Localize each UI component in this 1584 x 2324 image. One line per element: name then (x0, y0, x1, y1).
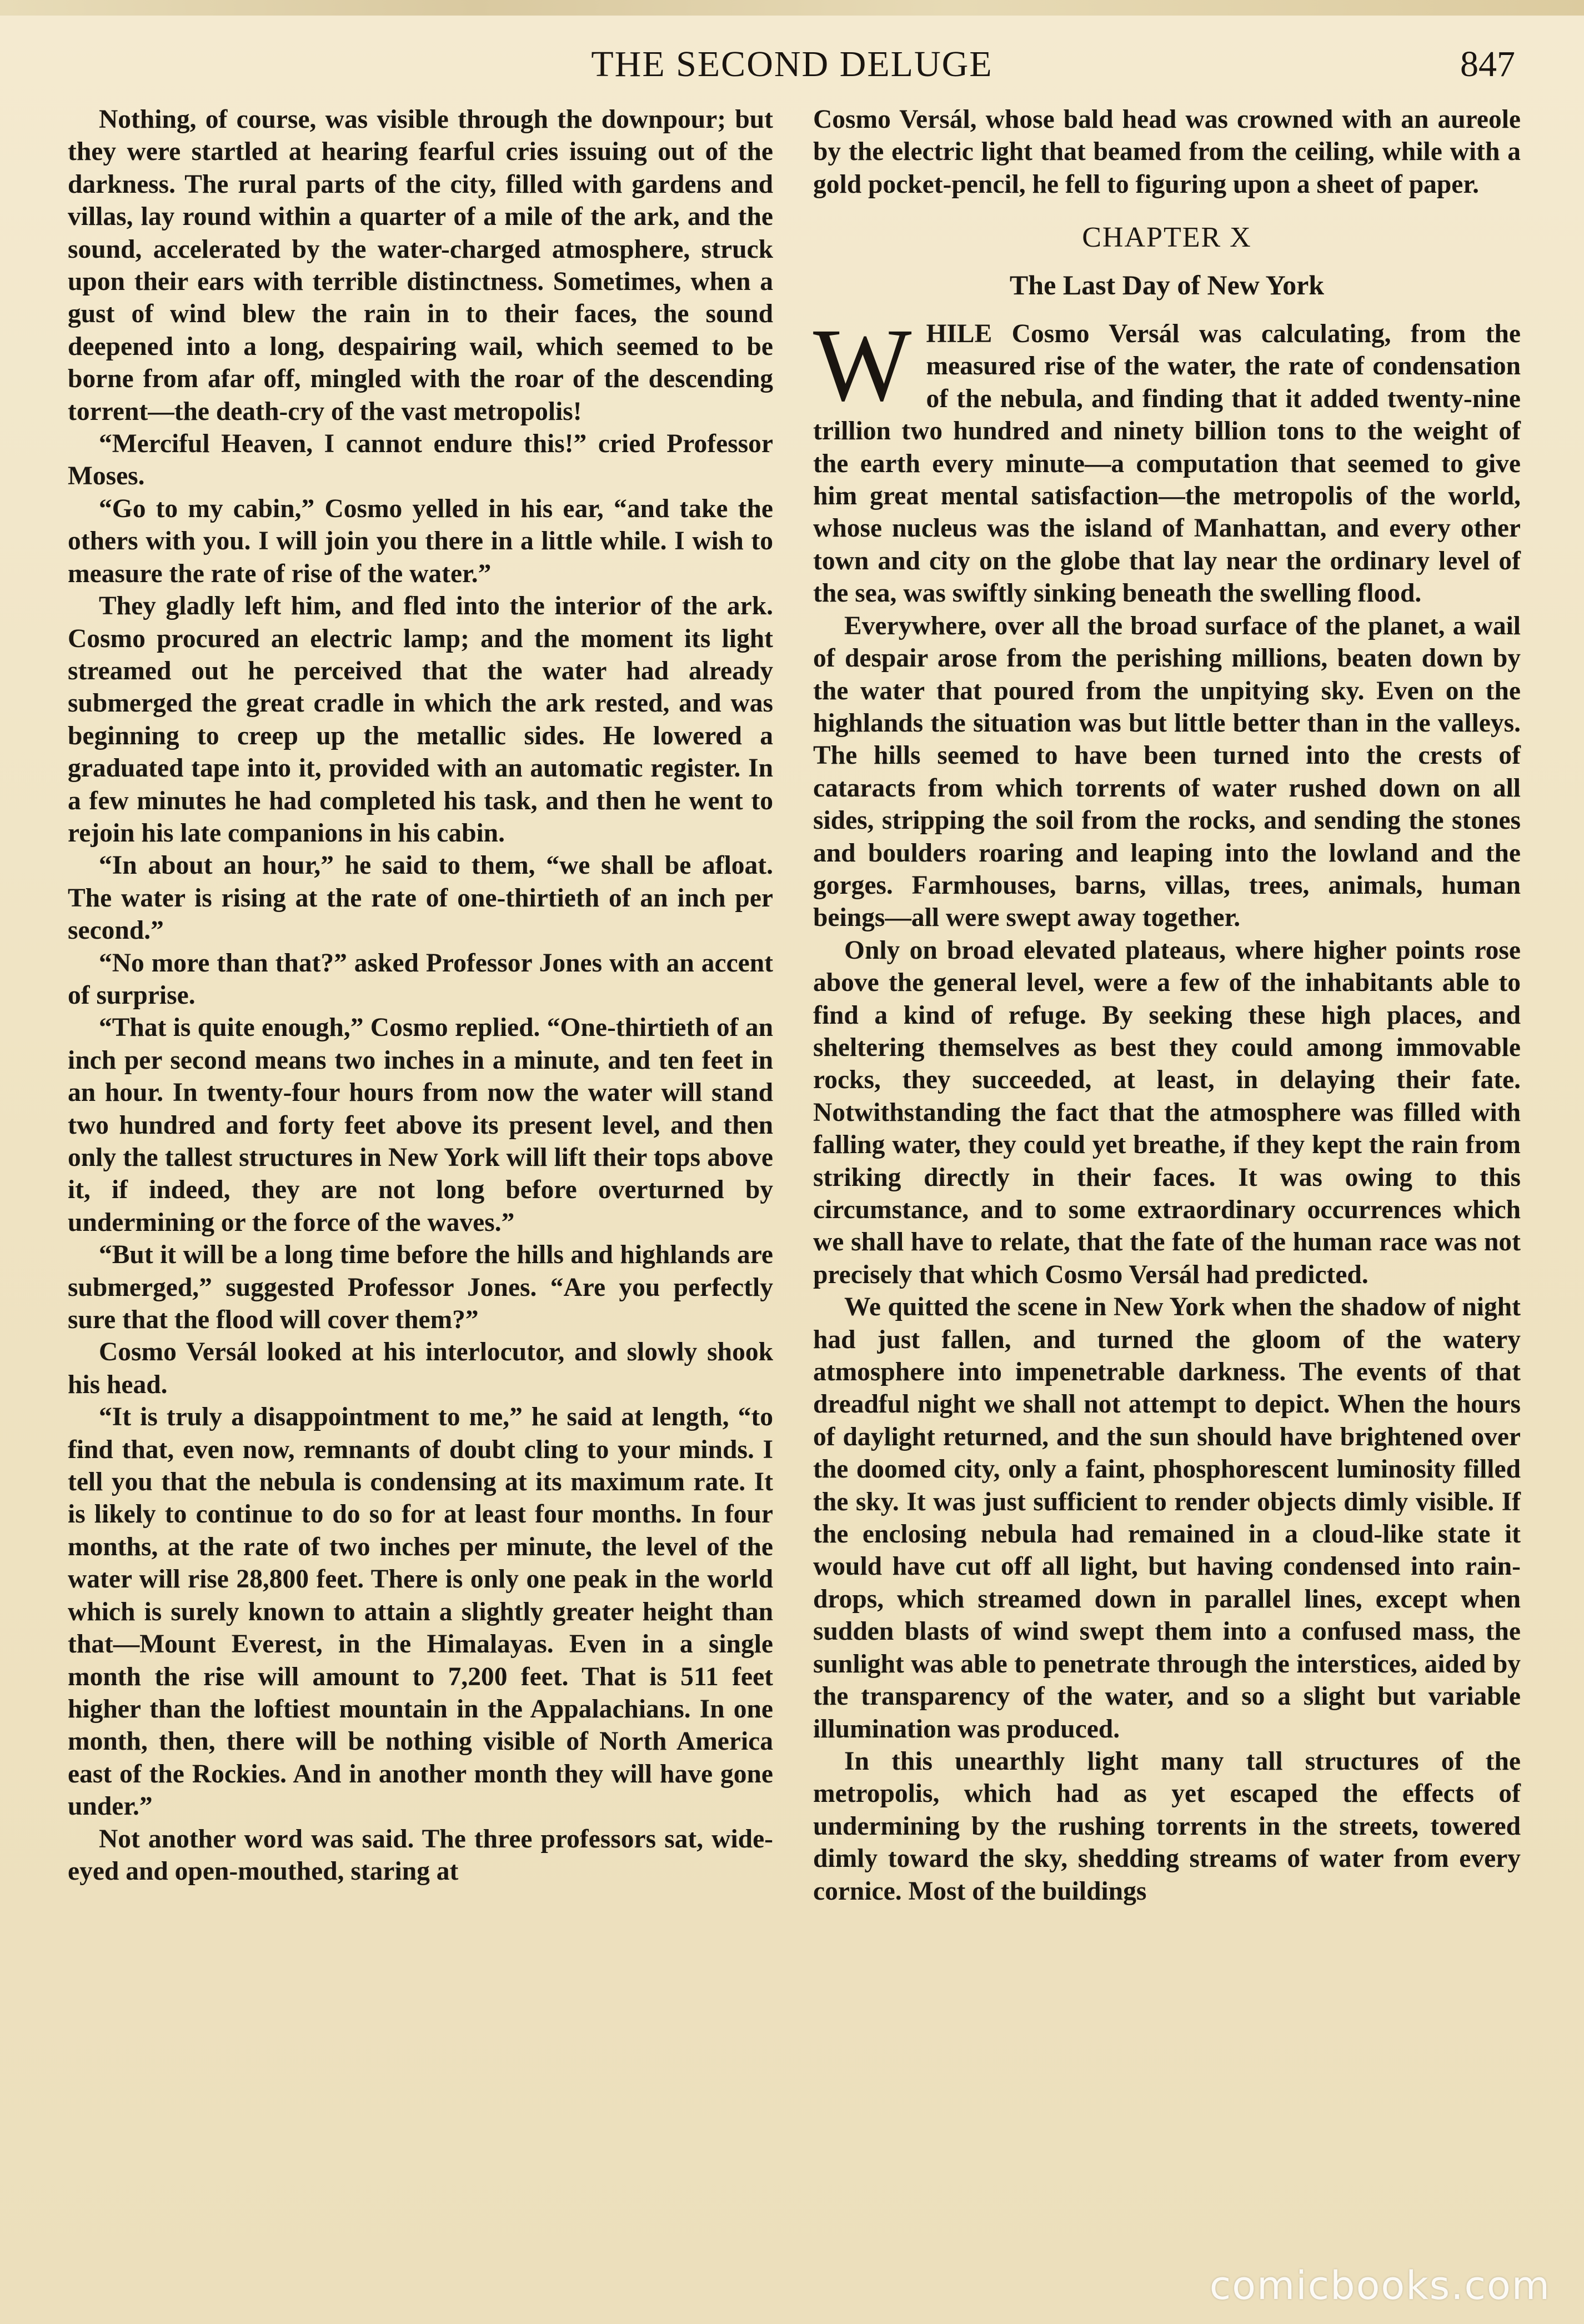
page-header (67, 43, 1517, 97)
paragraph: “No more than that?” asked Professor Jones with an accent of surprise. (68, 948, 773, 1010)
page-number: 847 (1460, 44, 1515, 84)
site-watermark: comicbooks.com (1209, 2263, 1551, 2308)
running-title: THE SECOND DELUGE (591, 44, 993, 84)
paragraph: “That is quite enough,” Cosmo replied. “One-thirtieth of an inch per second means two inches in a minute, and ten feet in an hour. In twenty-four hours from now the water will stand two hundred and forty feet above its present level, and then only the tallest structures in New York will lift their tops above it, if indeed, they are not long before overturned by undermining or the force of the waves.” (68, 1013, 773, 1237)
paragraph: We quitted the scene in New York when the shadow of night had just fallen, and turned the gloom of the watery atmosphere into impenetrable darkness. The events of that dreadful night we shall not attempt to depict. When the hours of daylight returned, and the sun should have brightened over the doomed city, only a faint, phosphorescent luminosity filled the sky. It was just sufficient to render objects dimly visible. If the enclosing nebula had remained in a cloud-like state it would have cut off all light, but having condensed into rain-drops, which streamed down in parallel lines, except when sudden blasts of wind swept them into a confused mass, the sunlight was able to penetrate through the interstices, aided by the transparency of the water, and so a slight but variable illumination was produced. (813, 1293, 1521, 1744)
paragraph: “Go to my cabin,” Cosmo yelled in his ear, “and take the others with you. I will join you there in a little while. I wish to measure the rate of rise of the water.” (68, 494, 773, 588)
page-top-edge (0, 0, 1584, 16)
drop-cap: W (813, 307, 912, 423)
paragraph: Nothing, of course, was visible through the downpour; but they were startled at hearing fearful cries issuing out of the darkness. The rural parts of the city, filled with gardens and villas, lay round within a quarter of a mile of the ark, and the sound, accelerated by the water-charged atmosphere, struck upon their ears with terrible distinctness. Sometimes, when a gust of wind blew the rain in to their faces, the sound deepened into a long, despairing wail, which seemed to be borne from afar off, mingled with the roar of the descending torrent—the death-cry of the vast metropolis! (68, 105, 773, 426)
chapter-title: The Last Day of New York (1009, 269, 1325, 300)
paragraph: “In about an hour,” he said to them, “we shall be afloat. The water is rising at the rate of one-thirtieth of an inch per second.” (68, 851, 773, 945)
paragraph: Cosmo Versál looked at his interlocutor, and slowly shook his head. (68, 1338, 773, 1399)
paragraph: Everywhere, over all the broad surface of the planet, a wail of despair arose from the perishing millions, beaten down by the water that poured from the unpitying sky. Even on the highlands the situation was but little better than in the valleys. The hills seemed to have been turned into the crests of cataracts from which torrents of water rushed down on all sides, stripping the soil from the rocks, and sending the stones and boulders roaring and leaping into the lowland and the gorges. Farmhouses, barns, villas, trees, animals, human beings—all were swept away together. (813, 611, 1521, 933)
right-column (813, 103, 1521, 2270)
paragraph: Not another word was said. The three professors sat, wide-eyed and open-mouthed, staring at (68, 1824, 773, 1886)
paragraph: They gladly left him, and fled into the interior of the ark. Cosmo procured an electric lamp; and the moment its light streamed out he perceived that the water had already submerged the great cradle in which the ark rested, and was beginning to creep up the metallic sides. He lowered a graduated tape into it, provided with an automatic register. In a few minutes he had completed his task, and then he went to rejoin his late companions in his cabin. (68, 592, 773, 848)
opening-text: HILE Cosmo Versál was calculating, from the measured rise of the water, the rate of condensation of the nebula, and finding that it added twenty-nine trillion two hundred and ninety billion tons to the weight of the earth every minute—a computation that seemed to give him great mental satisfaction—the metropolis of the world, whose nucleus was the island of Manhattan, and every other town and city on the globe that lay near the ordinary level of the sea, was swiftly sinking beneath the swelling flood. (813, 319, 1521, 608)
paragraph: “It is truly a disappointment to me,” he said at length, “to find that, even now, remnants of doubt cling to your minds. I tell you that the nebula is condensing at its maximum rate. It is likely to continue to do so for at least four months. In four months, at the rate of two inches per minute, the level of the water will rise 28,800 feet. There is only one peak in the world which is surely known to attain a slightly greater height than that—Mount Everest, in the Himalayas. Even in a single month the rise will amount to 7,200 feet. That is 511 feet higher than the loftiest mountain in the Appalachians. In one month, then, there will be nothing visible of North America east of the Rockies. And in another month they will have gone under.” (68, 1403, 773, 1821)
chapter-opening-paragraph (813, 307, 1521, 610)
lead-paragraph: Cosmo Versál, whose bald head was crowned with an aureole by the electric light that beamed from the ceiling, while with a gold pocket-pencil, he fell to figuring upon a sheet of paper. (813, 105, 1521, 199)
paragraph: “But it will be a long time before the hills and highlands are submerged,” suggested Professor Jones. “Are you perfectly sure that the flood will cover them?” (68, 1240, 773, 1335)
paragraph: Only on broad elevated plateaus, where higher points rose above the general level, were a few of the inhabitants able to find a kind of refuge. By seeking these high places, and sheltering themselves as best they could among immovable rocks, they succeeded, at least, in delaying their fate. Notwithstanding the fact that the atmosphere was filled with falling water, they could yet breathe, if they kept the rain from striking directly in their faces. It was owing to this circumstance, and to some extraordinary occurrences which we shall have to relate, that the fate of the human race was not precisely that which Cosmo Versál had predicted. (813, 935, 1521, 1289)
paragraph: In this unearthly light many tall structures of the metropolis, which had as yet escaped the effects of undermining by the rushing torrents in the streets, towered dimly toward the sky, shedding streams of water from every cornice. Most of the buildings (813, 1746, 1521, 1906)
chapter-number: CHAPTER X (1082, 222, 1252, 254)
paragraph: “Merciful Heaven, I cannot endure this!” cried Professor Moses. (68, 429, 773, 491)
left-column (68, 103, 773, 2270)
